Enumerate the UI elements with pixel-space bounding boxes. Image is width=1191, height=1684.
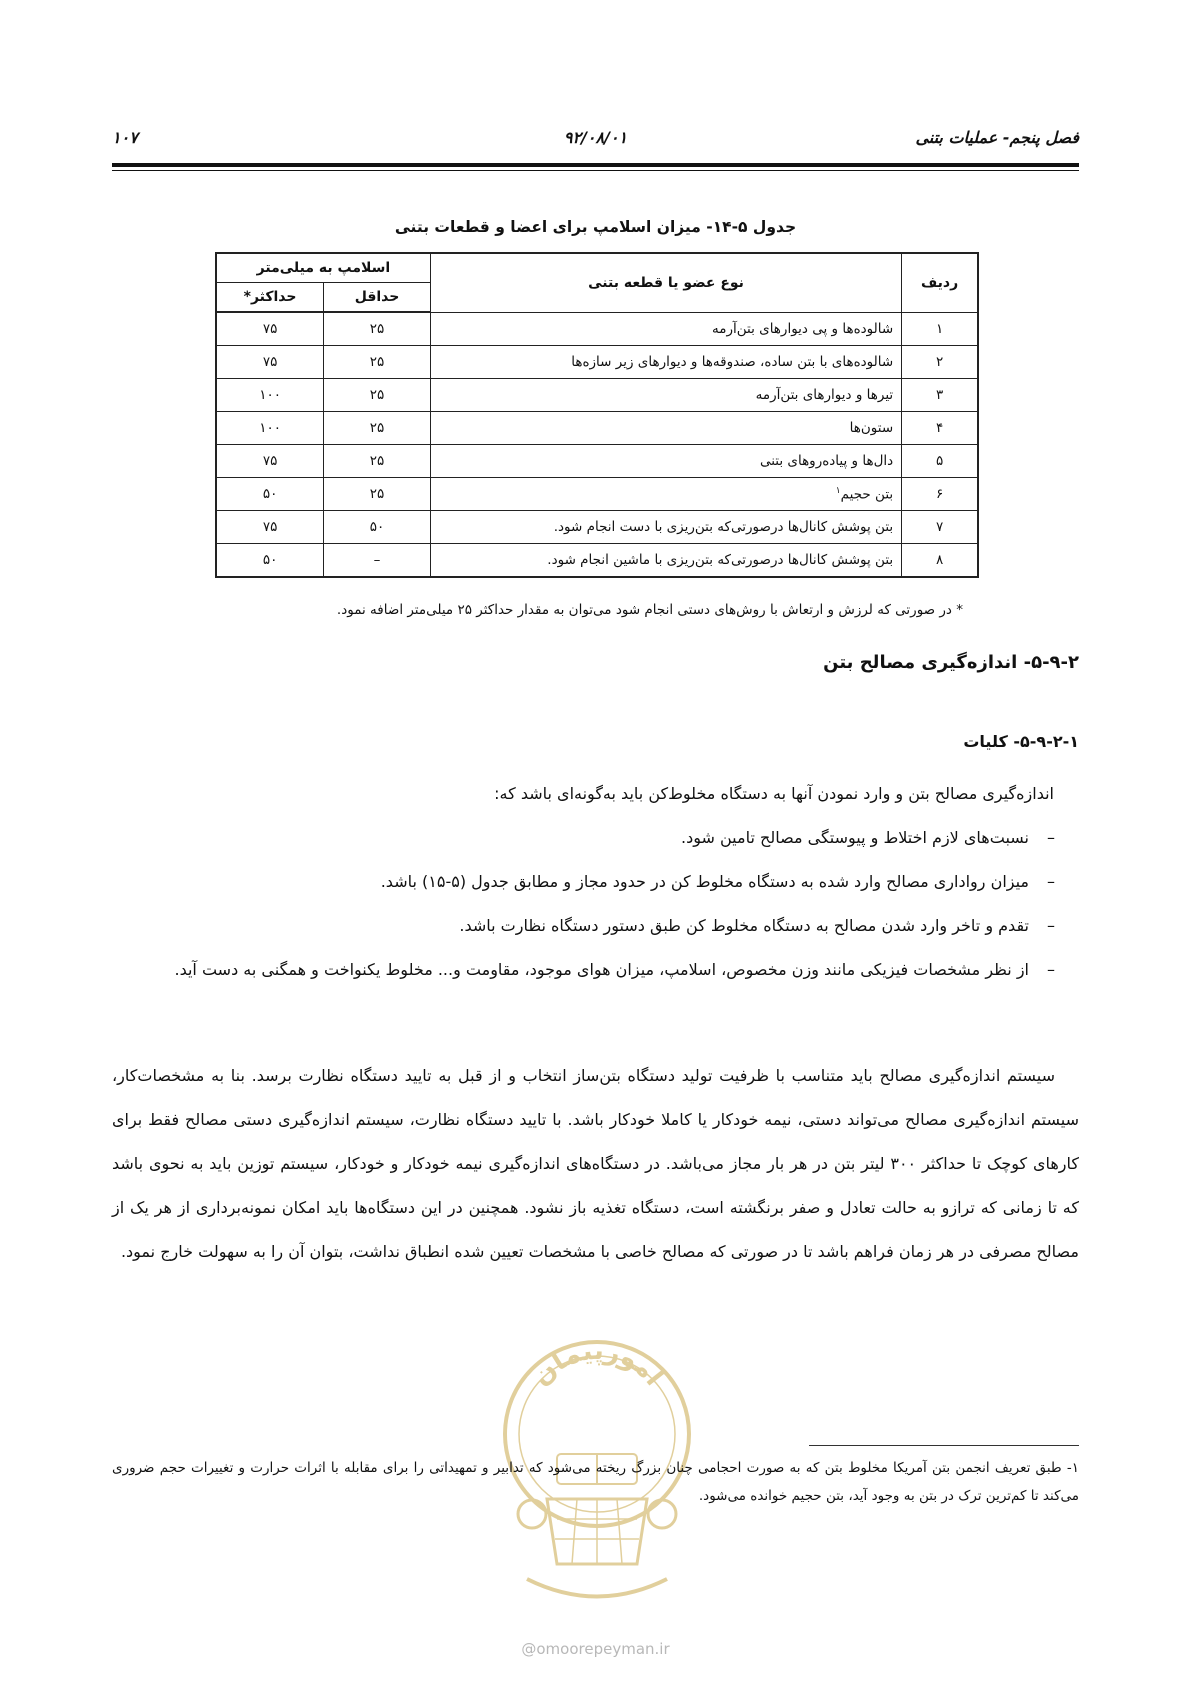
footnote-rule [809,1445,1079,1446]
dash-bullet: – [1047,916,1055,935]
member-text: بتن پوشش کانال‌ها درصورتی‌که بتن‌ریزی با دست انجام شود. [553,519,894,535]
min-slump-cell: ۲۵ [324,412,431,445]
member-cell [430,544,901,578]
list-item-text: میزان رواداری مصالح وارد شده به دستگاه مخلوط کن در حدود مجاز و مطابق جدول (۵-۱۵) باشد. [380,872,1029,891]
section-heading: ۵-۹-۲- اندازه‌گیری مصالح بتن [823,652,1079,673]
member-cell [430,412,901,445]
member-cell [430,511,901,544]
chapter-title: فصل پنجم- عملیات بتنی [915,128,1079,147]
max-slump-cell: ۵۰ [216,478,324,511]
max-slump-cell: ۷۵ [216,511,324,544]
table-row [216,544,978,578]
footnote-marker: ۱ [835,485,841,496]
page-header [112,128,1079,160]
table-row [216,379,978,412]
min-slump-cell: ۲۵ [324,379,431,412]
member-cell [430,445,901,478]
watermark-logo-text: امورپیمان [526,1335,669,1392]
member-text: شالوده‌های با بتن ساده، صندوقه‌ها و دیوارهای زیر سازه‌ها [571,354,894,370]
page-number: ۱۰۷ [112,128,138,147]
header-rule-thin [112,170,1079,171]
row-number-cell: ۳ [902,379,978,412]
subsection-heading: ۵-۹-۲-۱- کلیات [963,732,1079,751]
header-date: ۹۲/۰۸/۰۱ [563,128,628,147]
svg-text:امورپیمان [526,1336,669,1392]
requirements-list [112,816,1079,992]
min-slump-cell: ۲۵ [324,478,431,511]
max-slump-cell: ۱۰۰ [216,412,324,445]
row-number-cell: ۷ [902,511,978,544]
table-row [216,346,978,379]
max-slump-cell: ۵۰ [216,544,324,578]
member-cell [430,379,901,412]
row-number-cell: ۴ [902,412,978,445]
member-text: بتن پوشش کانال‌ها درصورتی‌که بتن‌ریزی با ماشین انجام شود. [547,552,894,568]
list-item-text: تقدم و تاخر وارد شدن مصالح به دستگاه مخلوط کن طبق دستور دستگاه نظارت باشد. [459,916,1029,935]
watermark-site: @omoorepeyman.ir [521,1640,670,1658]
header-row-number: ردیف [902,253,978,312]
list-item [112,948,1079,992]
member-text: دال‌ها و پیاده‌روهای بتنی [759,453,894,469]
table-row [216,412,978,445]
min-slump-cell: ۵۰ [324,511,431,544]
member-cell [430,346,901,379]
row-number-cell: ۱ [902,312,978,346]
row-number-cell: ۶ [902,478,978,511]
row-number-cell: ۲ [902,346,978,379]
dash-bullet: – [1047,872,1055,891]
intro-paragraph: اندازه‌گیری مصالح بتن و وارد نمودن آنها به دستگاه مخلوط‌کن باید به‌گونه‌ای باشد که: [494,784,1054,803]
dash-bullet: – [1047,828,1055,847]
table-note: * در صورتی که لرزش و ارتعاش با روش‌های دستی انجام شود می‌توان به مقدار حداکثر ۲۵ میلی‌متر اضافه نمود. [336,602,963,618]
header-max: حداکثر* [216,283,324,313]
body-paragraph: سیستم اندازه‌گیری مصالح باید متناسب با ظرفیت تولید دستگاه بتن‌ساز انتخاب و از قبل به تایید دستگاه نظارت برسد. بنا به مشخصات‌کار، سیستم اندازه‌گیری مصالح می‌تواند دستی، نیمه خودکار یا کاملا خودکار باشد. با تایید دستگاه نظارت، سیستم اندازه‌گیری دستی مصالح فقط برای کارهای کوچک تا حداکثر ۳۰۰ لیتر بتن در هر بار مجاز می‌باشد. در دستگاه‌های اندازه‌گیری نیمه خودکار و خودکار، سیستم توزین باید به نحوی باشد که تا زمانی که ترازو به حالت تعادل و صفر برنگشته است، دستگاه تغذیه باز نشود. همچنین در این دستگاه‌ها باید امکان نمونه‌برداری از هر یک از مصالح مصرفی در هر زمان فراهم باشد تا در صورتی که مصالح خاصی با مشخصات تعیین شده انطباق نداشت، بتوان آن را به سهولت خارج نمود. [112,1066,1079,1261]
header-member-type: نوع عضو یا قطعه بتنی [430,253,901,312]
min-slump-cell: ۲۵ [324,312,431,346]
list-item-text: نسبت‌های لازم اختلاط و پیوستگی مصالح تامین شود. [681,828,1029,847]
member-text: ستون‌ها [849,420,894,436]
row-number-cell: ۵ [902,445,978,478]
slump-table [215,252,979,578]
footnote: ۱- طبق تعریف انجمن بتن آمریکا مخلوط بتن که به صورت احجامی چنان بزرگ ریخته می‌شود که تدابیر و تمهیداتی را برای مقابله با اثرات حرارت و تغییرات حجم ضروری می‌کند تا کم‌ترین ترک در بتن به وجود آید، بتن حجیم خوانده می‌شود. [112,1460,1079,1504]
member-text: تیرها و دیوارهای بتن‌آرمه [755,387,894,403]
table-row [216,478,978,511]
list-item-text: از نظر مشخصات فیزیکی مانند وزن مخصوص، اسلامپ، میزان هوای موجود، مقاومت و... مخلوط یکنواخت و همگنی به دست آید. [174,960,1029,979]
list-item [112,904,1079,948]
header-min: حداقل [324,283,431,313]
member-text: بتن حجیم [840,486,894,503]
list-item [112,816,1079,860]
max-slump-cell: ۱۰۰ [216,379,324,412]
member-cell [430,312,901,346]
max-slump-cell: ۷۵ [216,346,324,379]
max-slump-cell: ۷۵ [216,445,324,478]
row-number-cell: ۸ [902,544,978,578]
member-text: شالوده‌ها و پی دیوارهای بتن‌آرمه [711,320,894,337]
min-slump-cell: ۲۵ [324,346,431,379]
table-row [216,312,978,346]
header-rule-thick [112,163,1079,167]
min-slump-cell: ۲۵ [324,445,431,478]
dash-bullet: – [1047,960,1055,979]
member-cell [430,478,901,511]
table-row [216,511,978,544]
list-item [112,860,1079,904]
table-row [216,445,978,478]
min-slump-cell: – [324,544,431,578]
header-slump: اسلامپ به میلی‌متر [216,253,430,283]
table-caption: جدول ۵-۱۴- میزان اسلامپ برای اعضا و قطعات بتنی [394,218,797,236]
max-slump-cell: ۷۵ [216,312,324,346]
